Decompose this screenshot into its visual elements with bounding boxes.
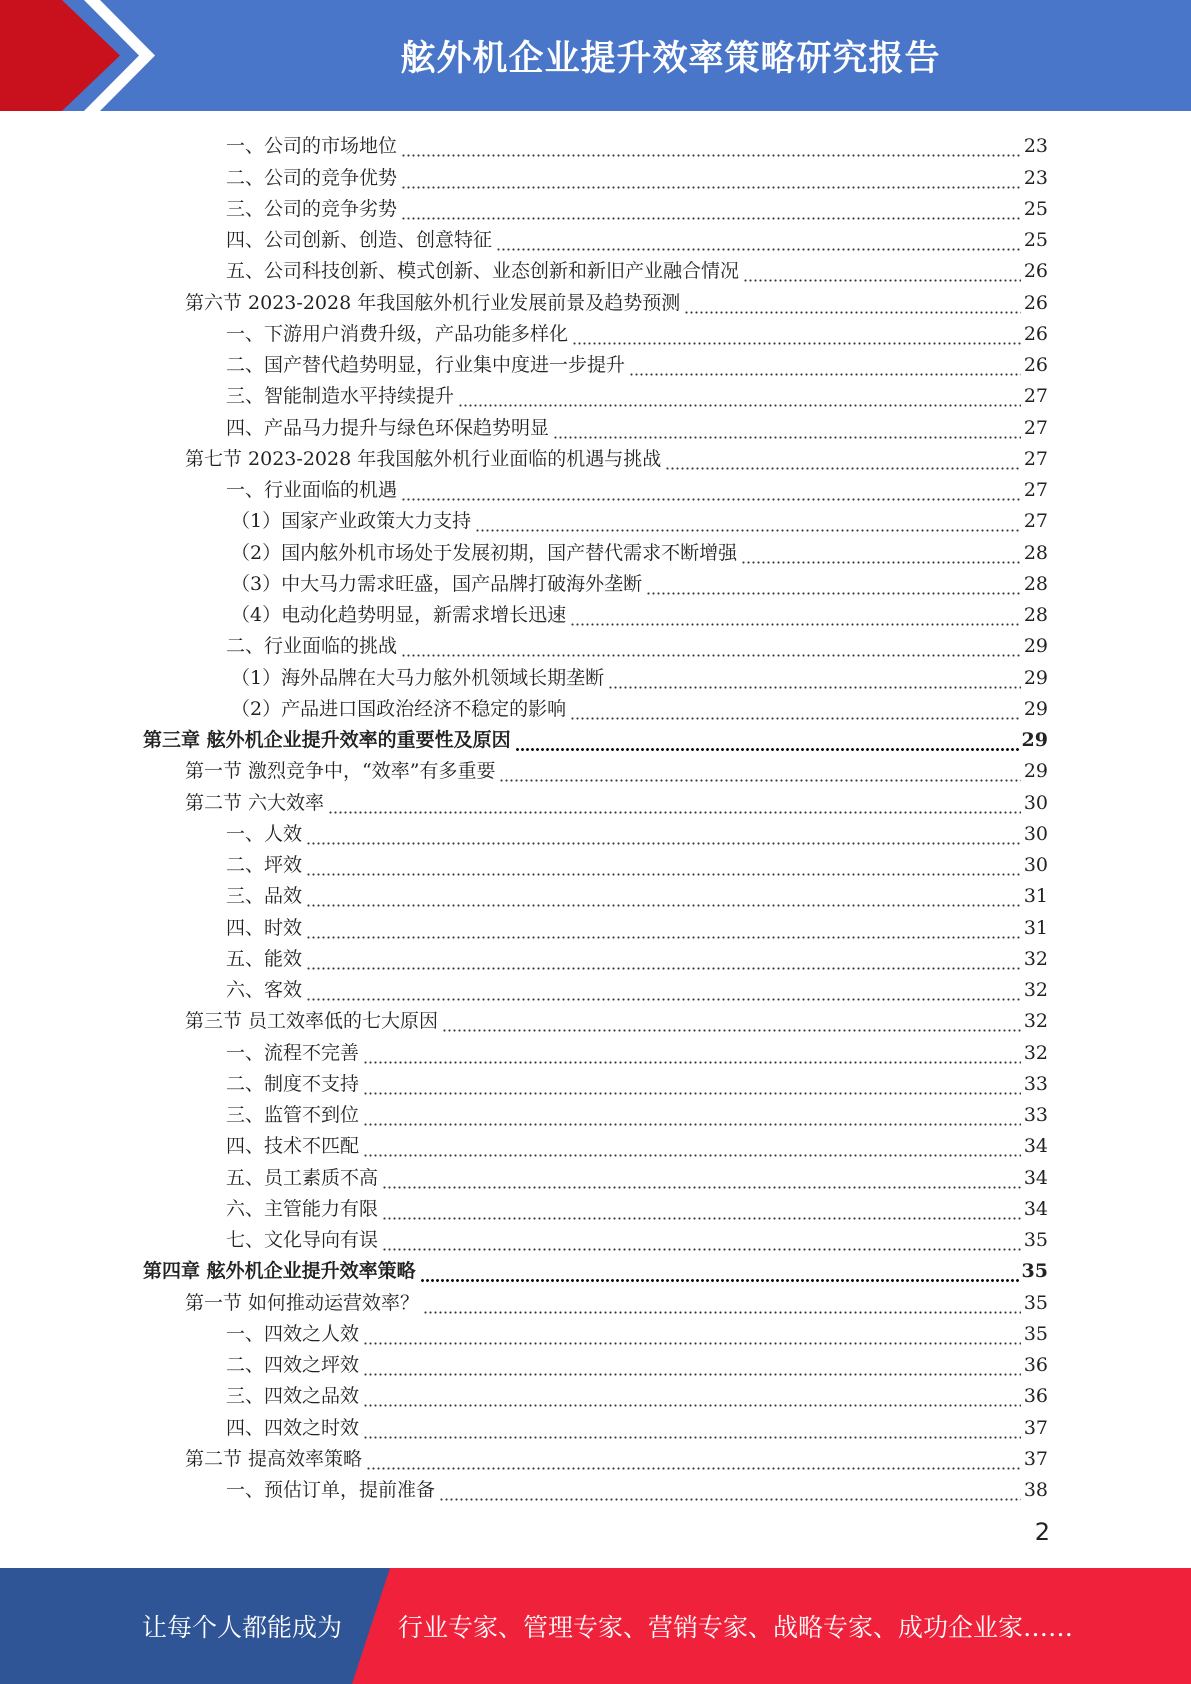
toc-entry[interactable] (0, 347, 1048, 378)
toc-entry-page: 26 (1023, 260, 1048, 283)
toc-entry-page: 30 (1023, 791, 1048, 814)
toc-dot-leader (741, 540, 1021, 566)
toc-entry-page: 29 (1023, 760, 1048, 783)
toc-entry-title: 三、监管不到位 (226, 1104, 360, 1126)
toc-entry-page: 32 (1023, 1010, 1048, 1033)
toc-dot-leader (499, 758, 1020, 784)
toc-dot-leader (382, 1227, 1021, 1253)
toc-dot-leader (306, 915, 1021, 941)
toc-entry-page: 30 (1023, 822, 1048, 845)
page-header (0, 0, 1191, 111)
toc-dot-leader (570, 602, 1021, 628)
toc-entry-title: 七、文化导向有误 (226, 1229, 379, 1251)
toc-entry-title: 第三节 员工效率低的七大原因 (185, 1010, 439, 1033)
toc-entry-title: 五、公司科技创新、模式创新、业态创新和新旧产业融合情况 (226, 260, 740, 283)
toc-entry[interactable] (0, 1222, 1048, 1253)
toc-entry-page: 28 (1023, 572, 1048, 595)
toc-entry[interactable] (0, 316, 1048, 347)
toc-entry-title: 五、能效 (226, 947, 303, 970)
toc-entry-page: 32 (1023, 979, 1048, 1001)
toc-dot-leader (401, 165, 1021, 191)
toc-entry[interactable] (0, 597, 1048, 628)
toc-dot-leader (684, 290, 1021, 316)
page-number: 2 (1034, 1518, 1050, 1546)
toc-dot-leader (629, 352, 1021, 378)
toc-entry-title: 二、制度不支持 (226, 1072, 360, 1095)
toc-entry-page: 26 (1023, 291, 1048, 314)
toc-dot-leader (458, 383, 1021, 409)
toc-entry-title: 四、时效 (226, 916, 303, 939)
toc-entry-page: 23 (1023, 166, 1048, 189)
toc-entry-page: 27 (1023, 479, 1048, 501)
toc-entry-page: 29 (1023, 697, 1048, 720)
toc-entry-page: 31 (1023, 916, 1048, 939)
toc-entry-page: 29 (1023, 635, 1048, 658)
toc-dot-leader (306, 852, 1021, 878)
toc-entry-page: 28 (1023, 604, 1048, 626)
toc-dot-leader (401, 477, 1021, 503)
report-title: 舷外机企业提升效率策略研究报告 (400, 38, 941, 79)
toc-entry-title: 一、四效之人效 (226, 1322, 360, 1345)
toc-dot-leader (442, 1008, 1021, 1034)
toc-dot-leader (420, 1258, 1019, 1284)
toc-entry-page: 35 (1023, 1291, 1048, 1314)
toc-entry-title: 四、技术不匹配 (226, 1135, 360, 1158)
toc-entry-title: 第三章 舷外机企业提升效率的重要性及原因 (143, 729, 511, 751)
toc-entry-title: 第一节 如何推动运营效率？ (185, 1291, 420, 1314)
toc-dot-leader (306, 946, 1021, 972)
toc-entry[interactable] (0, 1034, 1048, 1065)
toc-entry[interactable] (0, 284, 1048, 315)
toc-entry[interactable] (0, 1316, 1048, 1347)
toc-entry-page: 29 (1021, 729, 1048, 751)
toc-entry[interactable] (0, 409, 1048, 440)
toc-entry-page: 27 (1023, 447, 1048, 470)
toc-entry-title: 五、员工素质不高 (226, 1166, 379, 1189)
toc-entry-title: 二、国产替代趋势明显，行业集中度进一步提升 (226, 354, 626, 376)
toc-entry-title: 一、行业面临的机遇 (226, 479, 398, 501)
toc-entry-page: 31 (1023, 885, 1048, 908)
toc-entry-title: 二、行业面临的挑战 (226, 635, 398, 658)
toc-entry-page: 25 (1023, 229, 1048, 251)
toc-entry[interactable] (0, 191, 1048, 222)
toc-dot-leader (515, 727, 1019, 753)
toc-entry-title: （4）电动化趋势明显，新需求增长迅速 (231, 604, 567, 626)
toc-entry[interactable] (0, 1159, 1048, 1190)
toc-dot-leader (475, 508, 1021, 534)
toc-entry[interactable] (0, 1409, 1048, 1440)
toc-entry-page: 33 (1023, 1104, 1048, 1126)
toc-entry-title: 四、公司创新、创造、创意特征 (226, 229, 493, 251)
table-of-contents (0, 128, 1191, 1503)
toc-dot-leader (401, 196, 1021, 222)
toc-entry-title: 第二节 提高效率策略 (185, 1447, 363, 1470)
toc-entry[interactable] (0, 1441, 1048, 1472)
toc-dot-leader (401, 133, 1021, 159)
toc-entry-title: 三、品效 (226, 885, 303, 908)
red-chevron-decoration (0, 0, 160, 111)
toc-entry-page: 35 (1023, 1229, 1048, 1251)
toc-entry-title: （1）海外品牌在大马力舷外机领域长期垄断 (231, 666, 605, 689)
toc-entry-title: 第一节 激烈竞争中，“效率”有多重要 (185, 760, 496, 783)
toc-dot-leader (328, 790, 1021, 816)
toc-entry[interactable] (0, 909, 1048, 940)
toc-entry[interactable] (0, 1128, 1048, 1159)
toc-dot-leader (665, 446, 1021, 472)
toc-entry[interactable] (0, 784, 1048, 815)
toc-entry-title: 第二节 六大效率 (185, 791, 325, 814)
toc-entry-page: 26 (1023, 322, 1048, 345)
toc-entry-page: 23 (1023, 135, 1048, 158)
toc-entry-title: 二、坪效 (226, 854, 303, 876)
toc-entry-page: 34 (1023, 1135, 1048, 1158)
toc-entry-title: 六、客效 (226, 979, 303, 1001)
toc-entry-page: 30 (1023, 854, 1048, 876)
toc-dot-leader (306, 883, 1021, 909)
toc-entry[interactable] (0, 753, 1048, 784)
toc-entry[interactable] (0, 1253, 1048, 1284)
toc-entry-page: 38 (1023, 1479, 1048, 1501)
toc-entry-page: 37 (1023, 1416, 1048, 1439)
toc-entry[interactable] (0, 378, 1048, 409)
toc-entry-title: 一、流程不完善 (226, 1041, 360, 1064)
toc-dot-leader (423, 1290, 1021, 1316)
toc-entry[interactable] (0, 534, 1048, 565)
toc-entry-page: 27 (1023, 416, 1048, 439)
toc-entry-page: 29 (1023, 666, 1048, 689)
toc-entry[interactable] (0, 941, 1048, 972)
footer-slogan-right: 行业专家、管理专家、营销专家、战略专家、成功企业家…… (398, 1613, 1074, 1642)
toc-dot-leader (306, 821, 1021, 847)
toc-entry[interactable] (0, 847, 1048, 878)
toc-entry[interactable] (0, 1003, 1048, 1034)
toc-entry[interactable] (0, 1472, 1048, 1503)
toc-entry-page: 32 (1023, 947, 1048, 970)
toc-entry[interactable] (0, 566, 1048, 597)
toc-entry-title: 第七节 2023-2028 年我国舷外机行业面临的机遇与挑战 (185, 447, 662, 470)
toc-entry-title: 六、主管能力有限 (226, 1197, 379, 1220)
toc-dot-leader (366, 1446, 1021, 1472)
toc-entry[interactable] (0, 1378, 1048, 1409)
toc-dot-leader (572, 321, 1021, 347)
toc-entry[interactable] (0, 472, 1048, 503)
toc-entry[interactable] (0, 1191, 1048, 1222)
toc-dot-leader (363, 1383, 1021, 1409)
toc-entry[interactable] (0, 691, 1048, 722)
toc-entry[interactable] (0, 816, 1048, 847)
toc-dot-leader (646, 571, 1021, 597)
toc-entry-title: 三、四效之品效 (226, 1385, 360, 1408)
toc-entry-page: 26 (1023, 354, 1048, 376)
toc-dot-leader (608, 665, 1021, 691)
toc-dot-leader (553, 415, 1021, 441)
footer-slogan-left: 让每个人都能成为 (142, 1613, 343, 1642)
toc-dot-leader (439, 1477, 1021, 1503)
toc-entry-title: 一、人效 (226, 822, 303, 845)
toc-entry[interactable] (0, 878, 1048, 909)
toc-dot-leader (496, 227, 1021, 253)
toc-dot-leader (363, 1133, 1021, 1159)
toc-entry-page: 35 (1021, 1260, 1048, 1283)
toc-entry-title: （2）产品进口国政治经济不稳定的影响 (231, 697, 567, 720)
toc-entry-title: 第六节 2023-2028 年我国舷外机行业发展前景及趋势预测 (185, 291, 681, 314)
toc-entry[interactable] (0, 441, 1048, 472)
toc-entry-page: 27 (1023, 510, 1048, 533)
toc-entry-page: 34 (1023, 1197, 1048, 1220)
toc-entry[interactable] (0, 659, 1048, 690)
toc-entry-title: 四、四效之时效 (226, 1416, 360, 1439)
toc-dot-leader (363, 1040, 1021, 1066)
toc-entry-page: 35 (1023, 1322, 1048, 1345)
toc-entry[interactable] (0, 1284, 1048, 1315)
page-footer (0, 1568, 1191, 1684)
toc-entry[interactable] (0, 628, 1048, 659)
toc-entry-page: 37 (1023, 1447, 1048, 1470)
toc-dot-leader (363, 1102, 1021, 1128)
toc-entry[interactable] (0, 722, 1048, 753)
toc-entry-page: 25 (1023, 197, 1048, 220)
toc-entry[interactable] (0, 1097, 1048, 1128)
toc-entry[interactable] (0, 972, 1048, 1003)
toc-entry[interactable] (0, 1347, 1048, 1378)
toc-dot-leader (743, 258, 1021, 284)
toc-entry-title: （2）国内舷外机市场处于发展初期，国产替代需求不断增强 (231, 541, 738, 564)
toc-dot-leader (401, 633, 1021, 659)
toc-dot-leader (382, 1165, 1021, 1191)
toc-entry-title: （1）国家产业政策大力支持 (231, 510, 472, 533)
toc-entry[interactable] (0, 1066, 1048, 1097)
toc-entry-page: 28 (1023, 541, 1048, 564)
toc-entry-title: 第四章 舷外机企业提升效率策略 (143, 1260, 416, 1283)
toc-entry-title: 四、产品马力提升与绿色环保趋势明显 (226, 416, 550, 439)
toc-dot-leader (363, 1352, 1021, 1378)
toc-entry-title: 一、预估订单，提前准备 (226, 1479, 436, 1501)
toc-entry[interactable] (0, 253, 1048, 284)
toc-entry-title: 一、公司的市场地位 (226, 135, 398, 158)
toc-entry-page: 34 (1023, 1166, 1048, 1189)
toc-entry-page: 27 (1023, 385, 1048, 408)
toc-entry-page: 33 (1023, 1072, 1048, 1095)
toc-dot-leader (363, 1321, 1021, 1347)
toc-dot-leader (570, 696, 1021, 722)
toc-entry-title: 三、智能制造水平持续提升 (226, 385, 455, 408)
toc-dot-leader (306, 977, 1021, 1003)
toc-entry[interactable] (0, 222, 1048, 253)
toc-entry-title: 二、公司的竞争优势 (226, 166, 398, 189)
toc-dot-leader (382, 1196, 1021, 1222)
toc-entry-title: 三、公司的竞争劣势 (226, 197, 398, 220)
toc-entry[interactable] (0, 128, 1048, 159)
toc-entry-title: 一、下游用户消费升级，产品功能多样化 (226, 322, 569, 345)
toc-entry-page: 32 (1023, 1041, 1048, 1064)
toc-entry[interactable] (0, 503, 1048, 534)
toc-entry[interactable] (0, 159, 1048, 190)
toc-entry-page: 36 (1023, 1385, 1048, 1408)
toc-entry-title: （3）中大马力需求旺盛，国产品牌打破海外垄断 (231, 572, 643, 595)
toc-dot-leader (363, 1071, 1021, 1097)
toc-entry-title: 二、四效之坪效 (226, 1354, 360, 1376)
toc-dot-leader (363, 1415, 1021, 1441)
toc-entry-page: 36 (1023, 1354, 1048, 1376)
